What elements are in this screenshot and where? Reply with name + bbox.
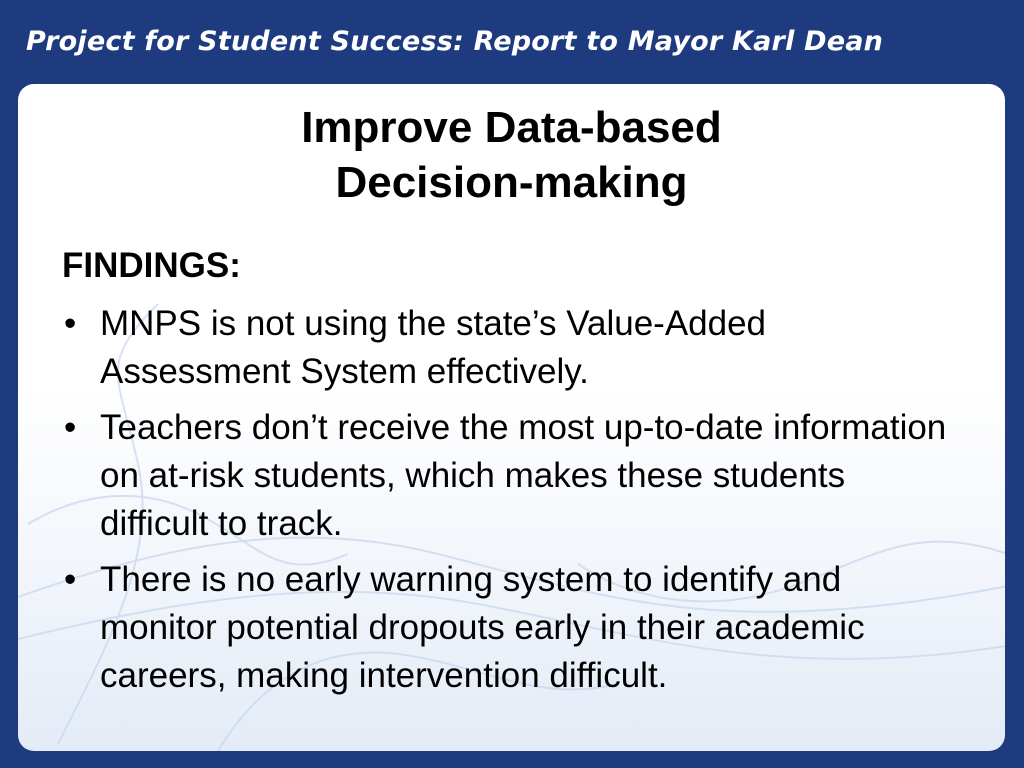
slide-title xyxy=(18,100,1005,210)
header-title: Project for Student Success: Report to Mayor Karl Dean xyxy=(26,26,884,57)
bullet-icon: • xyxy=(64,408,77,447)
bullet-text: MNPS is not using the state’s Value-Added Assessment System effectively. xyxy=(100,304,767,391)
list-item xyxy=(58,556,958,700)
list-item xyxy=(58,300,958,396)
findings-heading: FINDINGS: xyxy=(62,246,241,285)
slide-title-line-1: Improve Data-based xyxy=(301,103,722,152)
content-panel xyxy=(18,84,1005,751)
bullet-text: Teachers don’t receive the most up-to-date information on at-risk students, which makes these students difficult to track. xyxy=(100,408,947,543)
slide-title-line-2: Decision-making xyxy=(335,158,688,207)
bullet-text: There is no early warning system to identify and monitor potential dropouts early in their academic careers, making intervention difficult. xyxy=(100,560,865,695)
list-item xyxy=(58,404,958,548)
findings-list xyxy=(58,300,958,708)
bullet-icon: • xyxy=(64,560,77,599)
bullet-icon: • xyxy=(64,304,77,343)
